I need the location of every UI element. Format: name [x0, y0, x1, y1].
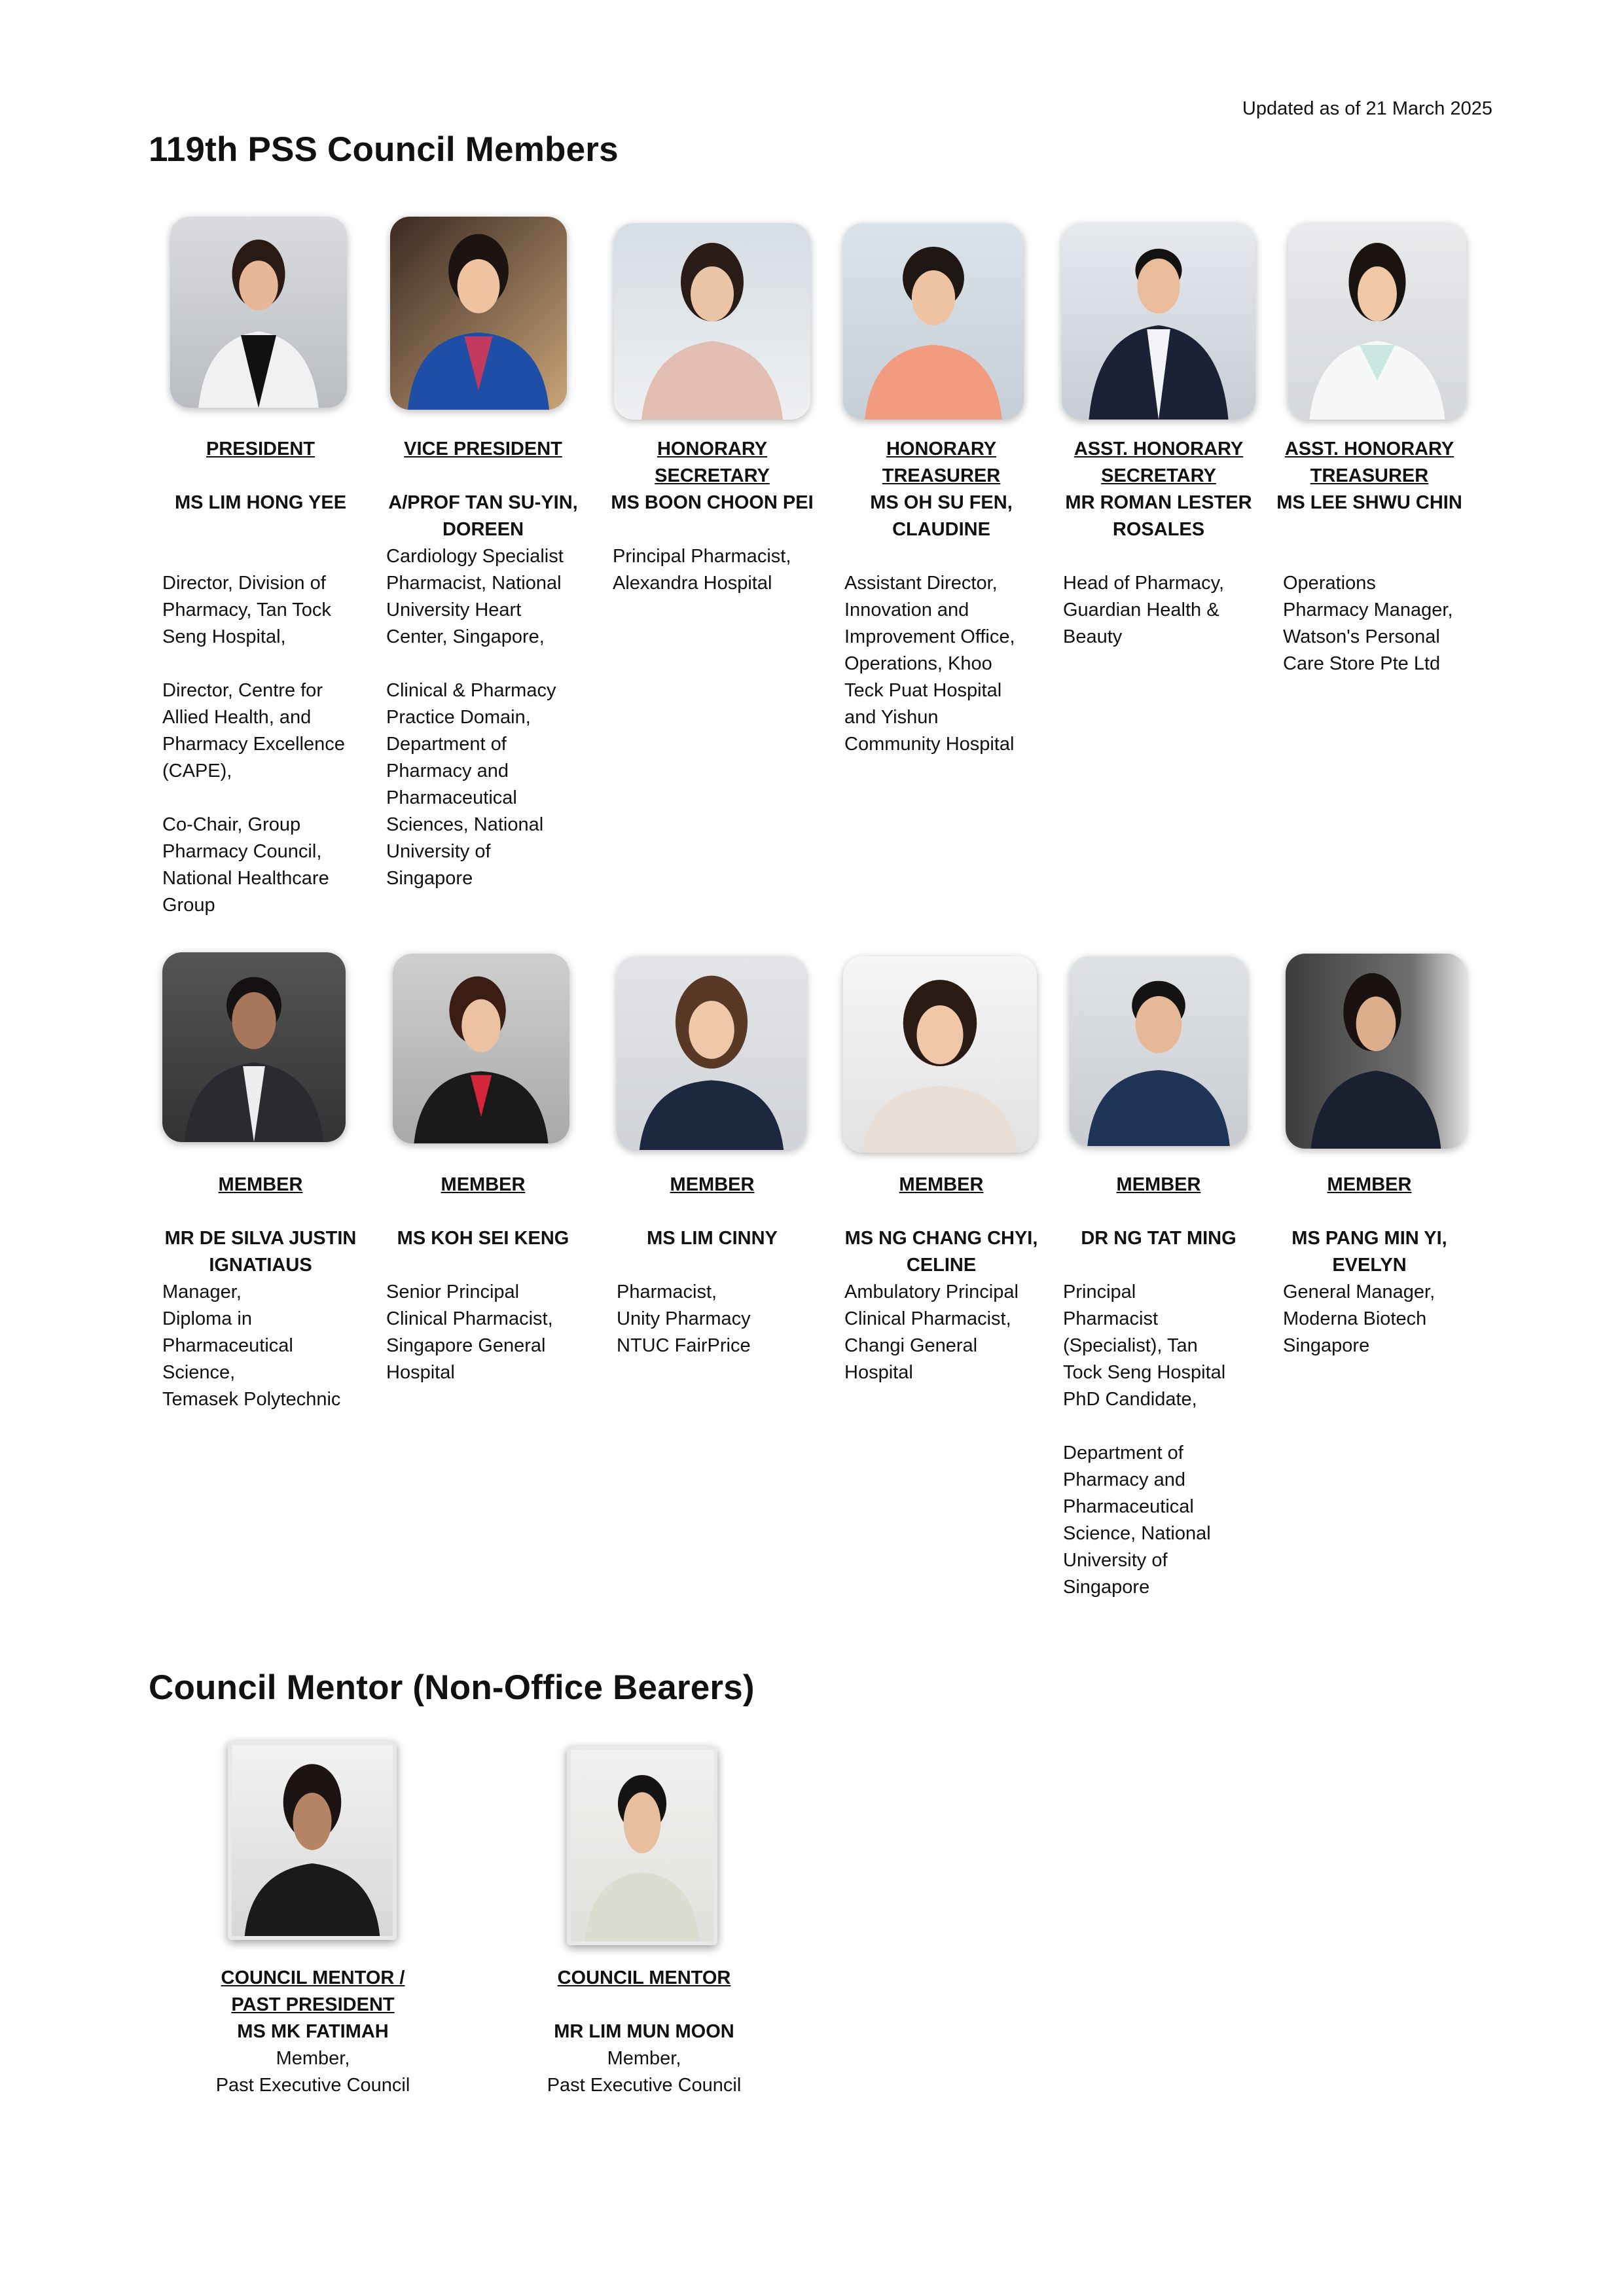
member-role: MEMBER	[899, 1174, 984, 1195]
member-role: HONORARY TREASURER	[882, 439, 1001, 486]
member-name: A/PROF TAN SU-YIN, DOREEN	[388, 492, 578, 540]
member-description: Head of Pharmacy, Guardian Health & Beauty	[1063, 573, 1225, 647]
member-role: HONORARY SECRETARY	[655, 439, 770, 486]
member-description: Manager, Diploma in Pharmaceutical Science, Temasek Polytechnic	[162, 1282, 341, 1410]
member-role: MEMBER	[670, 1174, 755, 1195]
mentor-photo	[567, 1746, 717, 1945]
member-description: Assistant Director, Innovation and Improvement Office, Operations, Khoo Teck Puat Hospital and Yishun Community Hospital	[844, 573, 1015, 755]
member-photo	[162, 952, 346, 1142]
member-photo	[1286, 954, 1466, 1149]
member-name: MR ROMAN LESTER ROSALES	[1065, 492, 1252, 540]
member-photo	[1288, 223, 1466, 420]
member-photo	[617, 956, 806, 1150]
member-photo	[1070, 956, 1248, 1146]
member-role: VICE PRESIDENT	[404, 439, 562, 459]
member-name: MS PANG MIN YI, EVELYN	[1291, 1228, 1447, 1276]
member-role: ASST. HONORARY TREASURER	[1284, 439, 1454, 486]
mentor-description: Member, Past Executive Council	[547, 2048, 742, 2096]
member-name: MS LEE SHWU CHIN	[1276, 492, 1462, 513]
member-role: MEMBER	[1327, 1174, 1412, 1195]
member-name: MS BOON CHOON PEI	[611, 492, 814, 513]
member-role: MEMBER	[1116, 1174, 1201, 1195]
member-photo	[614, 223, 810, 420]
member-description: Cardiology Specialist Pharmacist, National University Heart Center, Singapore, Clinical & Pharmacy Practice Domain, Department of Pharmacy and Pharmaceutical Sciences, National University of Singapore	[386, 546, 564, 889]
member-description: Principal Pharmacist (Specialist), Tan Tock Seng Hospital PhD Candidate, Department of Pharmacy and Pharmaceutical Science, National University of Singapore	[1063, 1282, 1226, 1598]
mentor-photo	[228, 1741, 397, 1940]
member-photo	[1062, 223, 1255, 420]
member-description: Pharmacist, Unity Pharmacy NTUC FairPrice	[617, 1282, 751, 1356]
member-role: PRESIDENT	[206, 439, 315, 459]
member-photo	[393, 954, 569, 1143]
member-name: MR DE SILVA JUSTIN IGNATIAUS	[164, 1228, 357, 1276]
member-role: ASST. HONORARY SECRETARY	[1074, 439, 1244, 486]
member-name: MS KOH SEI KENG	[397, 1228, 569, 1249]
mentor-name: MS MK FATIMAH	[237, 2021, 389, 2042]
member-photo	[170, 217, 347, 408]
member-description: Ambulatory Principal Clinical Pharmacist, Changi General Hospital	[844, 1282, 1019, 1383]
mentor-description: Member, Past Executive Council	[215, 2048, 410, 2096]
member-name: MS LIM CINNY	[647, 1228, 778, 1249]
member-name: DR NG TAT MING	[1081, 1228, 1236, 1249]
council-mentor-heading: Council Mentor (Non-Office Bearers)	[149, 1668, 755, 1707]
member-role: MEMBER	[441, 1174, 526, 1195]
member-name: MS OH SU FEN, CLAUDINE	[870, 492, 1013, 540]
mentor-name: MR LIM MUN MOON	[554, 2021, 734, 2042]
member-photo	[843, 956, 1037, 1153]
member-description: Senior Principal Clinical Pharmacist, Singapore General Hospital	[386, 1282, 553, 1383]
member-role: MEMBER	[218, 1174, 303, 1195]
member-photo	[843, 223, 1024, 420]
member-name: MS NG CHANG CHYI, CELINE	[844, 1228, 1038, 1276]
council-members-heading: 119th PSS Council Members	[149, 130, 619, 169]
updated-note: Updated as of 21 March 2025	[1242, 98, 1492, 119]
member-description: Director, Division of Pharmacy, Tan Tock Seng Hospital, Director, Centre for Allied Health, and Pharmacy Excellence (CAPE), Co-Chair, Group Pharmacy Council, National Healthcare Group	[162, 573, 345, 916]
member-description: General Manager, Moderna Biotech Singapore	[1283, 1282, 1435, 1356]
member-photo	[390, 217, 567, 410]
member-description: Principal Pharmacist, Alexandra Hospital	[613, 546, 791, 594]
mentor-role: COUNCIL MENTOR	[557, 1967, 731, 1988]
member-name: MS LIM HONG YEE	[174, 492, 347, 513]
mentor-role: COUNCIL MENTOR / PAST PRESIDENT	[221, 1967, 405, 2015]
member-description: Operations Pharmacy Manager, Watson's Personal Care Store Pte Ltd	[1283, 573, 1453, 674]
